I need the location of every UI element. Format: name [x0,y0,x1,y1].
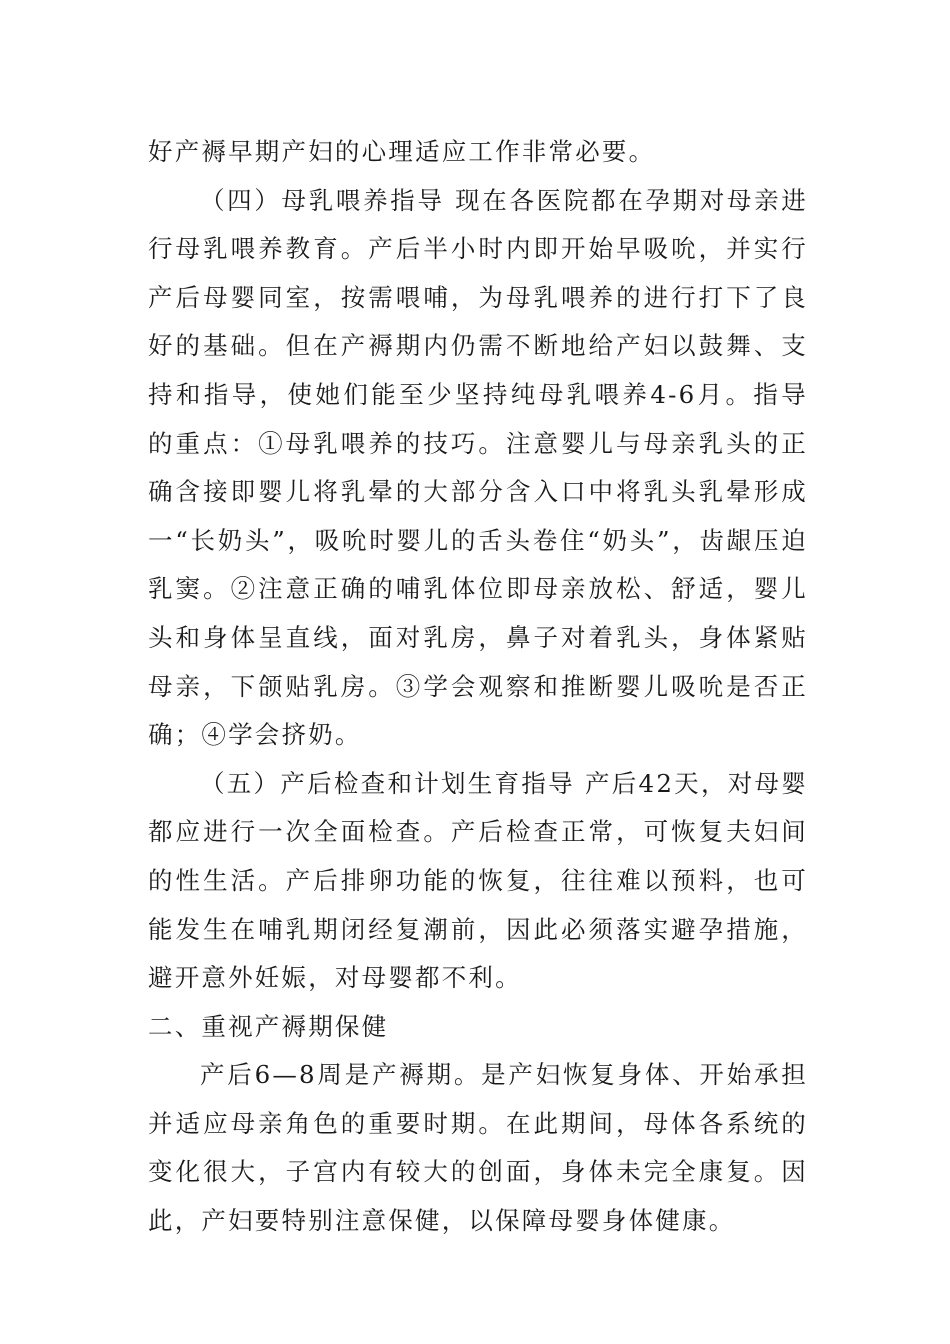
paragraph-postpartum-checkup: （五）产后检查和计划生育指导 产后42天，对母婴都应进行一次全面检查。产后检查正常，可恢复夫妇间的性生活。产后排卵功能的恢复，往往难以预料，也可能发生在哺乳期闭经复潮前，因此必须落实避孕措施，避开意外妊娠，对母婴都不利。 [148,768,808,993]
paragraph-breastfeeding-guidance: （四）母乳喂养指导 现在各医院都在孕期对母亲进行母乳喂养教育。产后半小时内即开始早吸吮，并实行产后母婴同室，按需喂哺，为母乳喂养的进行打下了良好的基础。但在产褥期内仍需不断地给产妇以鼓舞、支持和指导，使她们能至少坚持纯母乳喂养4-6月。指导的重点：①母乳喂养的技巧。注意婴儿与母亲乳头的正确含接即婴儿将乳晕的大部分含入口中将乳头乳晕形成一“长奶头”，吸吮时婴儿的舌头卷住“奶头”，齿龈压迫乳窦。②注意正确的哺乳体位即母亲放松、舒适，婴儿头和身体呈直线，面对乳房，鼻子对着乳头，身体紧贴母亲，下颌贴乳房。③学会观察和推断婴儿吸吮是否正确；④学会挤奶。 [148,185,808,750]
paragraph-continuation: 好产褥早期产妇的心理适应工作非常必要。 [148,137,656,166]
paragraph-puerperium-care: 产后6—8周是产褥期。是产妇恢复身体、开始承担并适应母亲角色的重要时期。在此期间，母体各系统的变化很大，子宫内有较大的创面，身体未完全康复。因此，产妇要特别注意保健，以保障母婴身体健康。 [148,1060,808,1236]
section-heading: 二、重视产褥期保健 [148,1011,389,1041]
document-body [148,128,808,1246]
